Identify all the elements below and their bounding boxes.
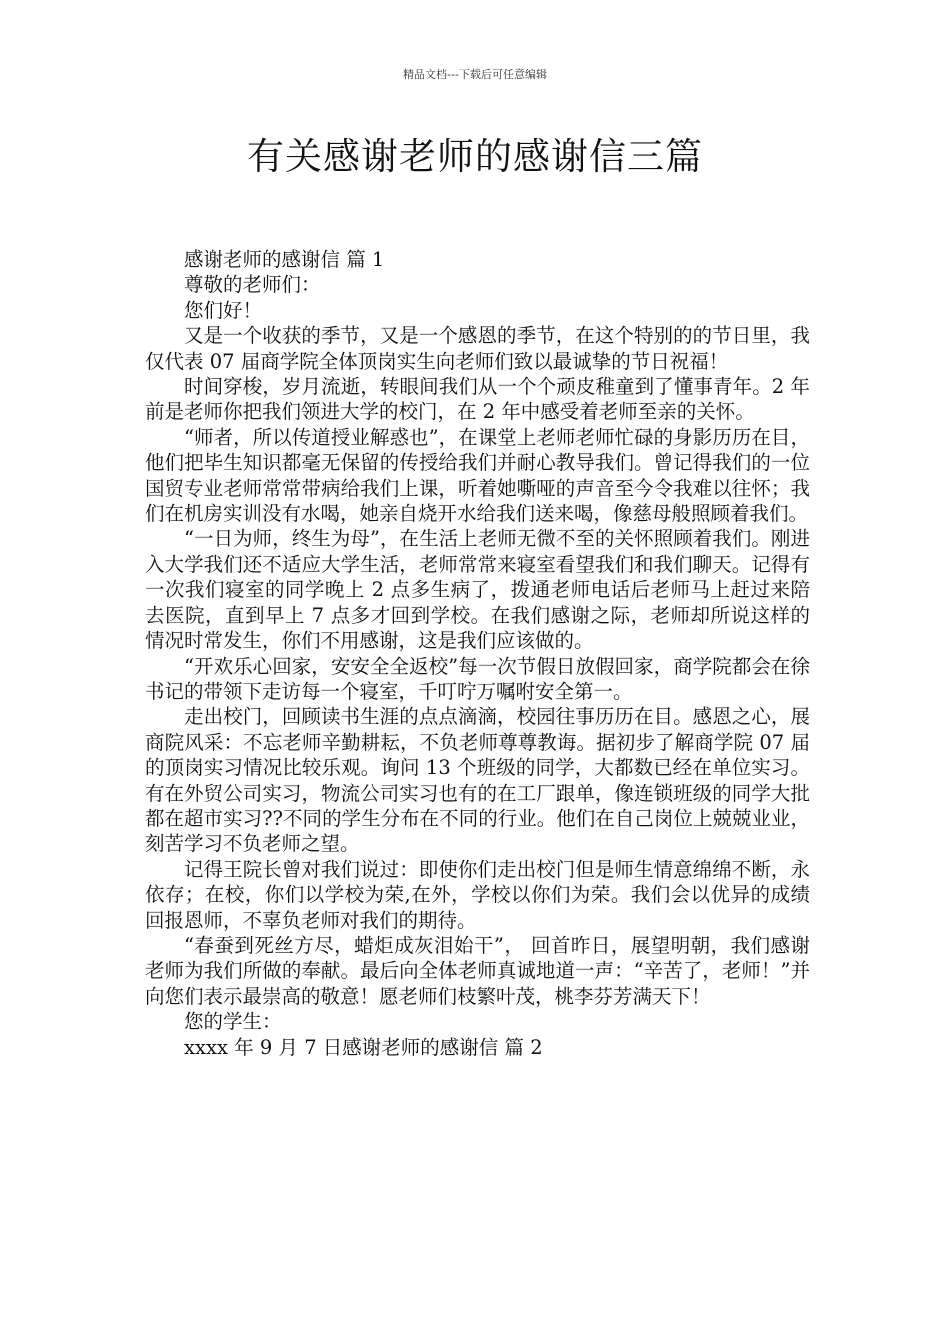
- paragraph: 记得王院长曾对我们说过：即使你们走出校门但是师生情意绵绵不断，永依存；在校，你们以学校为荣,在外，学校以你们为荣。我们会以优异的成绩回报恩师，不辜负老师对我们的期待。: [145, 857, 810, 932]
- paragraph: 时间穿梭，岁月流逝，转眼间我们从一个个顽皮稚童到了懂事青年。2 年前是老师你把我们领进大学的校门，在 2 年中感受着老师至亲的关怀。: [145, 375, 810, 424]
- section-heading: 感谢老师的感谢信 篇 1: [184, 248, 385, 271]
- document-title: 有关感谢老师的感谢信三篇: [247, 135, 703, 178]
- salutation: 尊敬的老师们：: [184, 273, 321, 297]
- signoff: 您的学生：: [184, 1010, 282, 1034]
- paragraph: 走出校门，回顾读书生涯的点点滴滴，校园往事历历在目。感恩之心，展商院风采：不忘老师辛勤耕耘，不负老师尊尊教诲。据初步了解商学院 07 届的顶岗实习情况比较乐观。询问 13 个班级的同学，大都数已经在单位实习。有在外贸公司实习，物流公司实习也有的在工厂跟单，像连锁班级的同学大批都在超市实习??不同的学生分布在不同的行业。他们在自己岗位上兢兢业业，刻苦学习不负老师之望。: [145, 705, 810, 856]
- paragraph: “一日为师，终生为母”，在生活上老师无微不至的关怀照顾着我们。刚进入大学我们还不适应大学生活，老师常常来寝室看望我们和我们聊天。记得有一次我们寝室的同学晚上 2 点多生病了，拨通老师电话后老师马上赶过来陪去医院，直到早上 7 点多才回到学校。在我们感谢之际，老师却所说这样的情况时常发生，你们不用感谢，这是我们应该做的。: [145, 527, 810, 653]
- paragraph: “师者，所以传道授业解惑也”，在课堂上老师老师忙碌的身影历历在目，他们把毕生知识都毫无保留的传授给我们并耐心教导我们。曾记得我们的一位国贸专业老师常常带病给我们上课，听着她嘶哑的声音至今令我难以往怀；我们在机房实训没有水喝，她亲自烧开水给我们送来喝，像慈母般照顾着我们。: [145, 425, 810, 526]
- date-and-next-heading: xxxx 年 9 月 7 日感谢老师的感谢信 篇 2: [184, 1035, 543, 1059]
- paragraph: “春蚕到死丝方尽，蜡炬成灰泪始干”， 回首昨日，展望明朝，我们感谢老师为我们所做的奉献。最后向全体老师真诚地道一声：“辛苦了，老师！”并向您们表示最崇高的敬意！愿老师们枝繁叶茂，桃李芬芳满天下！: [145, 933, 810, 1008]
- header-note: 精品文档---下载后可任意编辑: [403, 68, 547, 81]
- paragraph: “开欢乐心回家，安安全全返校”每一次节假日放假回家，商学院都会在徐书记的带领下走访每一个寝室，千叮咛万嘱咐安全第一。: [145, 654, 810, 703]
- letter-body: [145, 247, 810, 1060]
- paragraph: 又是一个收获的季节，又是一个感恩的季节，在这个特别的的节日里，我仅代表 07 届商学院全体顶岗实生向老师们致以最诚挚的节日祝福！: [145, 324, 810, 373]
- greeting: 您们好！: [184, 298, 263, 322]
